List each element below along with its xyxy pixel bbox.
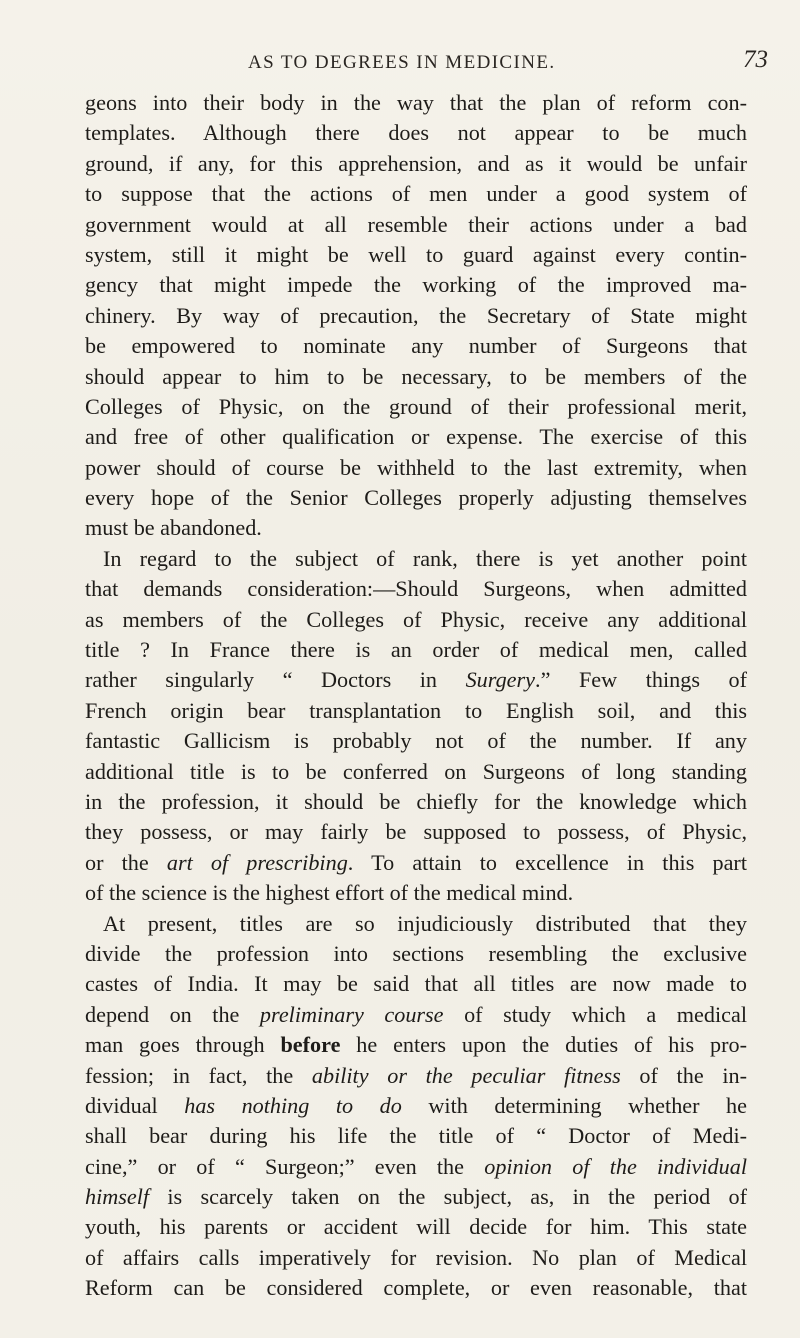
text-line: of affairs calls imperatively for revision. No plan of Medical — [85, 1244, 747, 1270]
text-line: ground, if any, for this apprehension, and as it would be unfair — [85, 150, 747, 176]
text-line: French origin bear transplantation to English soil, and this — [85, 697, 747, 723]
text-line: additional title is to be conferred on Surgeons of long standing — [85, 758, 747, 784]
text-line: to suppose that the actions of men under a good system of — [85, 181, 747, 207]
text-line: depend on the preliminary course of study which a medical — [85, 1001, 747, 1027]
text-line: gency that might impede the working of the improved ma- — [85, 272, 747, 298]
text-line: shall bear during his life the title of “ Doctor of Medi- — [85, 1123, 747, 1149]
text-line: government would at all resemble their actions under a bad — [85, 211, 747, 237]
text-line: title ? In France there is an order of medical men, called — [85, 637, 747, 663]
text-line: templates. Although there does not appear to be much — [85, 120, 747, 146]
text-line: fantastic Gallicism is probably not of the number. If any — [85, 728, 747, 754]
paragraph-end-line: of the science is the highest effort of the medical mind. — [85, 880, 574, 906]
body-text — [85, 88, 747, 1304]
text-line: himself is scarcely taken on the subject, as, in the period of — [85, 1184, 747, 1210]
text-line: every hope of the Senior Colleges properly adjusting themselves — [85, 485, 747, 511]
text-line: they possess, or may fairly be supposed to possess, of Physic, — [85, 819, 747, 845]
text-line: that demands consideration:—Should Surgeons, when admitted — [85, 576, 747, 602]
text-line: divide the profession into sections resembling the exclusive — [85, 940, 747, 966]
text-line: and free of other qualification or expense. The exercise of this — [85, 424, 747, 450]
text-line: or the art of prescribing. To attain to excellence in this part — [85, 849, 747, 875]
text-line: in the profession, it should be chiefly for the knowledge which — [85, 788, 747, 814]
text-line: youth, his parents or accident will decide for him. This state — [85, 1214, 747, 1240]
text-line: man goes through before he enters upon the duties of his pro- — [85, 1032, 747, 1058]
text-line: geons into their body in the way that the plan of reform con- — [85, 90, 747, 115]
paragraph-start-line: At present, titles are so injudiciously distributed that they — [103, 910, 747, 936]
text-line: chinery. By way of precaution, the Secretary of State might — [85, 302, 747, 328]
text-line: fession; in fact, the ability or the peculiar fitness of the in- — [85, 1062, 747, 1088]
text-line: Colleges of Physic, on the ground of their professional merit, — [85, 393, 747, 419]
running-head: AS TO DEGREES IN MEDICINE. — [248, 52, 556, 73]
text-line: castes of India. It may be said that all titles are now made to — [85, 971, 747, 997]
text-line: should appear to him to be necessary, to be members of the — [85, 363, 747, 389]
text-line: as members of the Colleges of Physic, receive any additional — [85, 606, 747, 632]
text-line: power should of course be withheld to the last extremity, when — [85, 454, 747, 480]
page-number: 73 — [743, 46, 768, 73]
text-line: system, still it might be well to guard against every contin- — [85, 241, 747, 267]
text-line: be empowered to nominate any number of Surgeons that — [85, 333, 747, 359]
paragraph-start-line: In regard to the subject of rank, there is yet another point — [103, 545, 747, 571]
text-line: cine,” or of “ Surgeon;” even the opinion of the individual — [85, 1153, 747, 1179]
text-line: dividual has nothing to do with determining whether he — [85, 1092, 747, 1118]
paragraph-end-line: must be abandoned. — [85, 515, 262, 541]
text-line: rather singularly “ Doctors in Surgery.” Few things of — [85, 667, 747, 693]
text-line: Reform can be considered complete, or even reasonable, that — [85, 1275, 747, 1301]
